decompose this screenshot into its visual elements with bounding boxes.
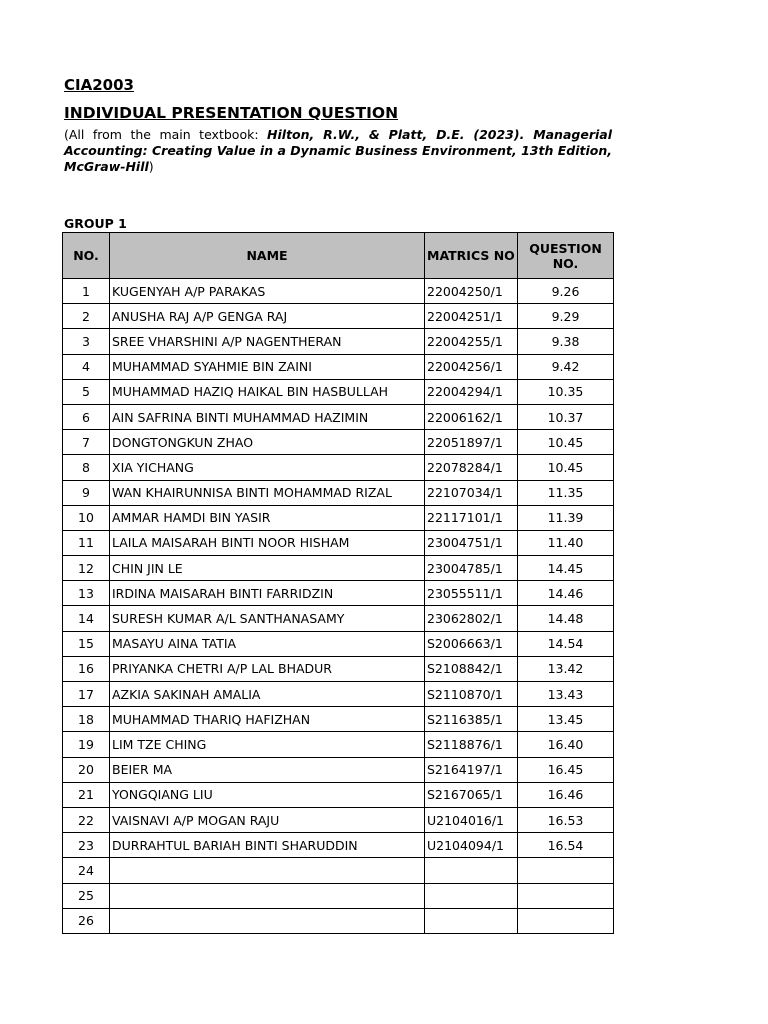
matric-number: S2006663/1 xyxy=(425,631,518,656)
table-row xyxy=(63,833,614,858)
row-number: 11 xyxy=(63,530,110,555)
question-number: 13.42 xyxy=(518,656,614,681)
question-number xyxy=(518,883,614,908)
question-number: 13.45 xyxy=(518,707,614,732)
student-name xyxy=(110,908,425,933)
question-number: 13.43 xyxy=(518,682,614,707)
student-name: SURESH KUMAR A/L SANTHANASAMY xyxy=(110,606,425,631)
matric-number: 22006162/1 xyxy=(425,404,518,429)
student-name: MASAYU AINA TATIA xyxy=(110,631,425,656)
row-number: 26 xyxy=(63,908,110,933)
row-number: 20 xyxy=(63,757,110,782)
row-number: 6 xyxy=(63,404,110,429)
row-number: 9 xyxy=(63,480,110,505)
matric-number: 22107034/1 xyxy=(425,480,518,505)
matric-number: S2110870/1 xyxy=(425,682,518,707)
row-number: 2 xyxy=(63,304,110,329)
row-number: 25 xyxy=(63,883,110,908)
student-name: DURRAHTUL BARIAH BINTI SHARUDDIN xyxy=(110,833,425,858)
matric-number: 22004250/1 xyxy=(425,279,518,304)
matric-number xyxy=(425,858,518,883)
header-name: NAME xyxy=(110,233,425,279)
row-number: 1 xyxy=(63,279,110,304)
question-number: 16.46 xyxy=(518,782,614,807)
matric-number: 22051897/1 xyxy=(425,430,518,455)
student-name xyxy=(110,883,425,908)
question-number: 14.46 xyxy=(518,581,614,606)
row-number: 5 xyxy=(63,379,110,404)
textbook-reference: Hilton, R.W., & Platt, D.E. (2023). Managerial Accounting: Creating Value in a Dynamic Business Environment, 13th Edition, McGraw-Hill xyxy=(64,127,612,174)
row-number: 4 xyxy=(63,354,110,379)
matric-number: 22078284/1 xyxy=(425,455,518,480)
student-name: PRIYANKA CHETRI A/P LAL BHADUR xyxy=(110,656,425,681)
student-name: MUHAMMAD SYAHMIE BIN ZAINI xyxy=(110,354,425,379)
matric-number: 22004256/1 xyxy=(425,354,518,379)
course-code: CIA2003 xyxy=(64,76,134,94)
student-name xyxy=(110,858,425,883)
row-number: 8 xyxy=(63,455,110,480)
student-name: VAISNAVI A/P MOGAN RAJU xyxy=(110,807,425,832)
question-number: 9.29 xyxy=(518,304,614,329)
question-number: 11.39 xyxy=(518,505,614,530)
student-name: AZKIA SAKINAH AMALIA xyxy=(110,682,425,707)
table-row xyxy=(63,530,614,555)
student-name: LAILA MAISARAH BINTI NOOR HISHAM xyxy=(110,530,425,555)
matric-number: S2118876/1 xyxy=(425,732,518,757)
table-row xyxy=(63,329,614,354)
table-row xyxy=(63,354,614,379)
matric-number: S2116385/1 xyxy=(425,707,518,732)
group-label: GROUP 1 xyxy=(64,216,127,231)
matric-number xyxy=(425,908,518,933)
matric-number: 23004785/1 xyxy=(425,556,518,581)
table-row xyxy=(63,304,614,329)
table-row xyxy=(63,757,614,782)
question-number: 10.45 xyxy=(518,430,614,455)
row-number: 23 xyxy=(63,833,110,858)
matric-number xyxy=(425,883,518,908)
table-row xyxy=(63,430,614,455)
student-name: WAN KHAIRUNNISA BINTI MOHAMMAD RIZAL xyxy=(110,480,425,505)
student-name: MUHAMMAD THARIQ HAFIZHAN xyxy=(110,707,425,732)
note-prefix: (All from the main textbook: xyxy=(64,127,268,142)
matric-number: S2108842/1 xyxy=(425,656,518,681)
question-number: 11.40 xyxy=(518,530,614,555)
row-number: 17 xyxy=(63,682,110,707)
row-number: 16 xyxy=(63,656,110,681)
row-number: 12 xyxy=(63,556,110,581)
question-number xyxy=(518,908,614,933)
student-name: LIM TZE CHING xyxy=(110,732,425,757)
table-row xyxy=(63,505,614,530)
matric-number: S2164197/1 xyxy=(425,757,518,782)
student-name: DONGTONGKUN ZHAO xyxy=(110,430,425,455)
row-number: 13 xyxy=(63,581,110,606)
student-name: BEIER MA xyxy=(110,757,425,782)
student-name: AMMAR HAMDI BIN YASIR xyxy=(110,505,425,530)
question-number: 10.45 xyxy=(518,455,614,480)
student-table xyxy=(62,232,614,934)
table-row xyxy=(63,581,614,606)
student-name: XIA YICHANG xyxy=(110,455,425,480)
header-no: NO. xyxy=(63,233,110,279)
table-row xyxy=(63,682,614,707)
row-number: 15 xyxy=(63,631,110,656)
matric-number: 22117101/1 xyxy=(425,505,518,530)
student-name: SREE VHARSHINI A/P NAGENTHERAN xyxy=(110,329,425,354)
table-row xyxy=(63,556,614,581)
table-row xyxy=(63,883,614,908)
table-row xyxy=(63,606,614,631)
question-number: 14.54 xyxy=(518,631,614,656)
textbook-note xyxy=(64,127,612,175)
matric-number: U2104016/1 xyxy=(425,807,518,832)
question-number: 10.35 xyxy=(518,379,614,404)
row-number: 22 xyxy=(63,807,110,832)
document-title: INDIVIDUAL PRESENTATION QUESTION xyxy=(64,104,399,122)
question-number: 16.40 xyxy=(518,732,614,757)
table-row xyxy=(63,807,614,832)
question-number: 16.53 xyxy=(518,807,614,832)
table-row xyxy=(63,631,614,656)
table-row xyxy=(63,782,614,807)
matric-number: 23055511/1 xyxy=(425,581,518,606)
table-row xyxy=(63,404,614,429)
row-number: 24 xyxy=(63,858,110,883)
header-matrics-no: MATRICS NO xyxy=(425,233,518,279)
matric-number: S2167065/1 xyxy=(425,782,518,807)
question-number: 9.42 xyxy=(518,354,614,379)
question-number: 14.45 xyxy=(518,556,614,581)
question-number: 11.35 xyxy=(518,480,614,505)
table-body xyxy=(63,279,614,934)
matric-number: 22004294/1 xyxy=(425,379,518,404)
question-number: 14.48 xyxy=(518,606,614,631)
question-number: 16.45 xyxy=(518,757,614,782)
matric-number: 23062802/1 xyxy=(425,606,518,631)
question-number: 9.26 xyxy=(518,279,614,304)
table-row xyxy=(63,656,614,681)
student-name: AIN SAFRINA BINTI MUHAMMAD HAZIMIN xyxy=(110,404,425,429)
student-name: YONGQIANG LIU xyxy=(110,782,425,807)
row-number: 19 xyxy=(63,732,110,757)
table-row xyxy=(63,732,614,757)
matric-number: U2104094/1 xyxy=(425,833,518,858)
table-row xyxy=(63,455,614,480)
table-row xyxy=(63,279,614,304)
matric-number: 23004751/1 xyxy=(425,530,518,555)
student-name: KUGENYAH A/P PARAKAS xyxy=(110,279,425,304)
question-number xyxy=(518,858,614,883)
note-suffix: ) xyxy=(148,159,154,174)
question-number: 16.54 xyxy=(518,833,614,858)
row-number: 7 xyxy=(63,430,110,455)
student-name: CHIN JIN LE xyxy=(110,556,425,581)
table-row xyxy=(63,858,614,883)
matric-number: 22004251/1 xyxy=(425,304,518,329)
table-header-row xyxy=(63,233,614,279)
table-row xyxy=(63,379,614,404)
table-row xyxy=(63,480,614,505)
row-number: 21 xyxy=(63,782,110,807)
matric-number: 22004255/1 xyxy=(425,329,518,354)
row-number: 3 xyxy=(63,329,110,354)
question-number: 10.37 xyxy=(518,404,614,429)
row-number: 14 xyxy=(63,606,110,631)
student-name: MUHAMMAD HAZIQ HAIKAL BIN HASBULLAH xyxy=(110,379,425,404)
table-row xyxy=(63,908,614,933)
question-number: 9.38 xyxy=(518,329,614,354)
table-row xyxy=(63,707,614,732)
row-number: 18 xyxy=(63,707,110,732)
student-name: ANUSHA RAJ A/P GENGA RAJ xyxy=(110,304,425,329)
student-name: IRDINA MAISARAH BINTI FARRIDZIN xyxy=(110,581,425,606)
header-question-no: QUESTION NO. xyxy=(518,233,614,279)
row-number: 10 xyxy=(63,505,110,530)
